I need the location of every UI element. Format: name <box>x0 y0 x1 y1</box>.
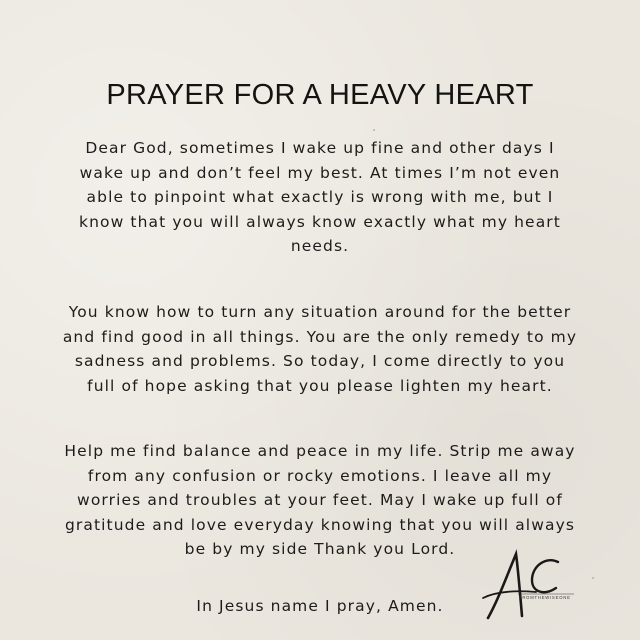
paragraph-line: sadness and problems. So today, I come directly to you <box>74 352 566 370</box>
paragraph-line: be by my side Thank you Lord. <box>184 540 456 558</box>
page-title: PRAYER FOR A HEAVY HEART <box>106 79 534 111</box>
paragraph-line: wake up and don’t feel my best. At times I’m not even <box>79 163 561 182</box>
paragraph-line: know that you will always know exactly what my heart <box>79 212 561 231</box>
paragraph-line: You know how to turn any situation around for the better <box>68 303 572 321</box>
paragraph-line: full of hope asking that you please lighten my heart. <box>87 376 553 395</box>
paragraph-line: gratitude and love everyday knowing that you will always <box>64 515 576 534</box>
prayer-paragraph-1 <box>10 136 630 259</box>
signature-logo <box>480 548 580 628</box>
paper-speck <box>592 577 594 579</box>
paragraph-line: Dear God, sometimes I wake up fine and other days I <box>85 139 555 157</box>
prayer-paragraph-3 <box>10 439 630 562</box>
paragraph-line: and find good in all things. You are the only remedy to my <box>62 327 578 346</box>
closing-line: In Jesus name I pray, Amen. <box>196 597 444 615</box>
svg-text:FROMTHEWISEONE: FROMTHEWISEONE <box>519 595 571 600</box>
paragraph-line: able to pinpoint what exactly is wrong with me, but I <box>86 188 554 206</box>
paragraph-line: from any confusion or rocky emotions. I leave all my <box>87 466 553 485</box>
paragraph-line: Help me find balance and peace in my life. Strip me away <box>64 442 576 460</box>
paragraph-line: needs. <box>290 237 350 255</box>
paper-speck <box>373 129 375 131</box>
prayer-paragraph-2 <box>10 300 630 398</box>
paragraph-line: worries and troubles at your feet. May I wake up full of <box>77 491 563 509</box>
